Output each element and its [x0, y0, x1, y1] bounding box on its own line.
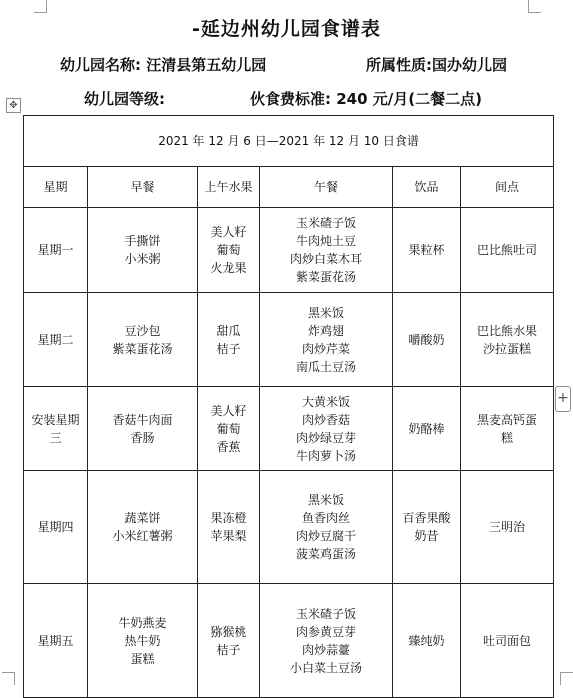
- menu-item: 肉参黄豆芽: [295, 624, 356, 639]
- menu-item: 小白菜土豆汤: [289, 660, 362, 675]
- header-cell[interactable]: 饮品: [393, 167, 461, 208]
- menu-item: 紫菜蛋花汤: [112, 341, 173, 356]
- breakfast-cell[interactable]: [88, 584, 198, 698]
- menu-item: 手撕饼: [124, 234, 161, 248]
- weekday-cell[interactable]: 星期四: [24, 471, 88, 584]
- weekday-cell[interactable]: 星期五: [24, 584, 88, 698]
- menu-row: [24, 387, 554, 471]
- menu-item: 果冻橙: [210, 511, 247, 525]
- menu-row: [24, 293, 554, 387]
- menu-item: 香蕉: [216, 439, 241, 454]
- lunch-cell[interactable]: [260, 471, 393, 584]
- snack-cell[interactable]: [461, 387, 554, 471]
- breakfast-cell[interactable]: [88, 471, 198, 584]
- menu-item: 香菇牛肉面: [112, 412, 173, 427]
- breakfast-cell[interactable]: [88, 387, 198, 471]
- kindergarten-name: 幼儿园名称: 汪清县第五幼儿园: [60, 56, 267, 74]
- drink-cell[interactable]: [393, 208, 461, 293]
- drink-cell[interactable]: [393, 584, 461, 698]
- add-column-icon[interactable]: +: [555, 386, 571, 412]
- ownership-nature: 所属性质:国办幼儿园: [366, 56, 507, 74]
- menu-item: 炸鸡翅: [307, 323, 344, 338]
- menu-item: 肉炒豆腐干: [295, 529, 356, 543]
- menu-item: 糕: [501, 430, 514, 445]
- page-corner-mark: [560, 672, 573, 685]
- header-row: [24, 167, 554, 208]
- menu-item: 黑米饭: [307, 305, 344, 320]
- kindergarten-level: 幼儿园等级:: [84, 90, 165, 108]
- lunch-cell[interactable]: [260, 293, 393, 387]
- document-title: -延边州幼儿园食谱表: [192, 18, 381, 40]
- menu-item: 肉炒香菇: [301, 412, 350, 427]
- lunch-cell[interactable]: [260, 208, 393, 293]
- menu-item: 南瓜土豆汤: [295, 359, 356, 374]
- menu-item: 巴比熊水果: [477, 323, 538, 338]
- breakfast-cell[interactable]: [88, 208, 198, 293]
- lunch-cell[interactable]: [260, 584, 393, 698]
- menu-item: 玉米碴子饭: [295, 606, 356, 621]
- menu-item: 肉炒蒜薹: [301, 642, 350, 657]
- fruit-cell[interactable]: [198, 471, 260, 584]
- fruit-cell[interactable]: [198, 293, 260, 387]
- drink-cell[interactable]: [393, 471, 461, 584]
- menu-item: 玉米碴子饭: [295, 216, 356, 230]
- menu-item: 蛋糕: [130, 651, 155, 666]
- menu-item: 嚼酸奶: [408, 332, 445, 347]
- weekday-cell[interactable]: 星期一: [24, 208, 88, 293]
- menu-item: 牛奶燕麦: [118, 615, 167, 630]
- header-cell[interactable]: 间点: [461, 167, 554, 208]
- menu-row: [24, 471, 554, 584]
- menu-item: 紫菜蛋花汤: [295, 270, 356, 284]
- menu-item: 黑麦高钙蛋: [477, 412, 538, 427]
- menu-item: 菠菜鸡蛋汤: [295, 547, 356, 561]
- drink-cell[interactable]: [393, 293, 461, 387]
- menu-item: 蔬菜饼: [124, 511, 161, 525]
- header-cell[interactable]: 午餐: [260, 167, 393, 208]
- weekday-cell[interactable]: 安装星期三: [24, 387, 88, 471]
- snack-cell[interactable]: [461, 471, 554, 584]
- menu-item: 苹果梨: [210, 529, 247, 543]
- menu-item: 豆沙包: [124, 323, 161, 338]
- menu-row: [24, 208, 554, 293]
- menu-item: 葡萄: [216, 243, 241, 257]
- snack-cell[interactable]: [461, 584, 554, 698]
- menu-item: 大黄米饭: [301, 394, 350, 409]
- menu-item: 沙拉蛋糕: [483, 341, 532, 356]
- menu-item: 牛肉炖土豆: [295, 234, 356, 248]
- header-cell[interactable]: 上午水果: [198, 167, 260, 208]
- menu-item: 奶酪棒: [408, 421, 445, 436]
- page-corner-mark: [34, 0, 47, 13]
- menu-item: 小米粥: [124, 252, 161, 266]
- breakfast-cell[interactable]: [88, 293, 198, 387]
- menu-item: 三明治: [489, 520, 526, 534]
- menu-item: 牛肉萝卜汤: [295, 448, 356, 463]
- page-corner-mark: [528, 0, 541, 13]
- menu-row: [24, 584, 554, 698]
- menu-item: 肉炒芹菜: [301, 341, 350, 356]
- fruit-cell[interactable]: [198, 387, 260, 471]
- menu-item: 葡萄: [216, 421, 241, 436]
- header-cell[interactable]: 星期: [24, 167, 88, 208]
- menu-item: 果粒杯: [408, 243, 445, 257]
- menu-item: 奶昔: [414, 529, 439, 543]
- menu-item: 热牛奶: [124, 633, 161, 648]
- table-move-handle-icon[interactable]: ✥: [6, 98, 21, 113]
- menu-item: 桔子: [216, 642, 241, 657]
- menu-item: 百香果酸: [402, 511, 451, 525]
- lunch-cell[interactable]: [260, 387, 393, 471]
- menu-item: 猕猴桃: [210, 624, 247, 639]
- weekday-cell[interactable]: 星期二: [24, 293, 88, 387]
- menu-item: 火龙果: [210, 261, 247, 275]
- menu-item: 小米红薯粥: [112, 529, 173, 543]
- menu-item: 鱼香肉丝: [301, 511, 350, 525]
- snack-cell[interactable]: [461, 208, 554, 293]
- snack-cell[interactable]: [461, 293, 554, 387]
- menu-item: 甜瓜: [216, 323, 241, 338]
- period-cell[interactable]: 2021 年 12 月 6 日—2021 年 12 月 10 日食谱: [24, 116, 554, 167]
- menu-item: 香肠: [130, 430, 155, 445]
- menu-item: 肉炒白菜木耳: [289, 252, 362, 266]
- menu-item: 黑米饭: [307, 493, 344, 507]
- menu-item: 美人籽: [210, 225, 247, 239]
- meal-fee-standard: 伙食费标准: 240 元/月(二餐二点): [250, 90, 482, 108]
- fruit-cell[interactable]: [198, 208, 260, 293]
- menu-item: 桔子: [216, 341, 241, 356]
- page-corner-mark: [2, 672, 15, 685]
- fruit-cell[interactable]: [198, 584, 260, 698]
- drink-cell[interactable]: [393, 387, 461, 471]
- menu-item: 美人籽: [210, 403, 247, 418]
- menu-item: 吐司面包: [483, 633, 532, 648]
- menu-item: 巴比熊吐司: [477, 243, 538, 257]
- menu-table: [23, 115, 554, 698]
- header-cell[interactable]: 早餐: [88, 167, 198, 208]
- menu-item: 臻纯奶: [408, 633, 445, 648]
- menu-item: 肉炒绿豆芽: [295, 430, 356, 445]
